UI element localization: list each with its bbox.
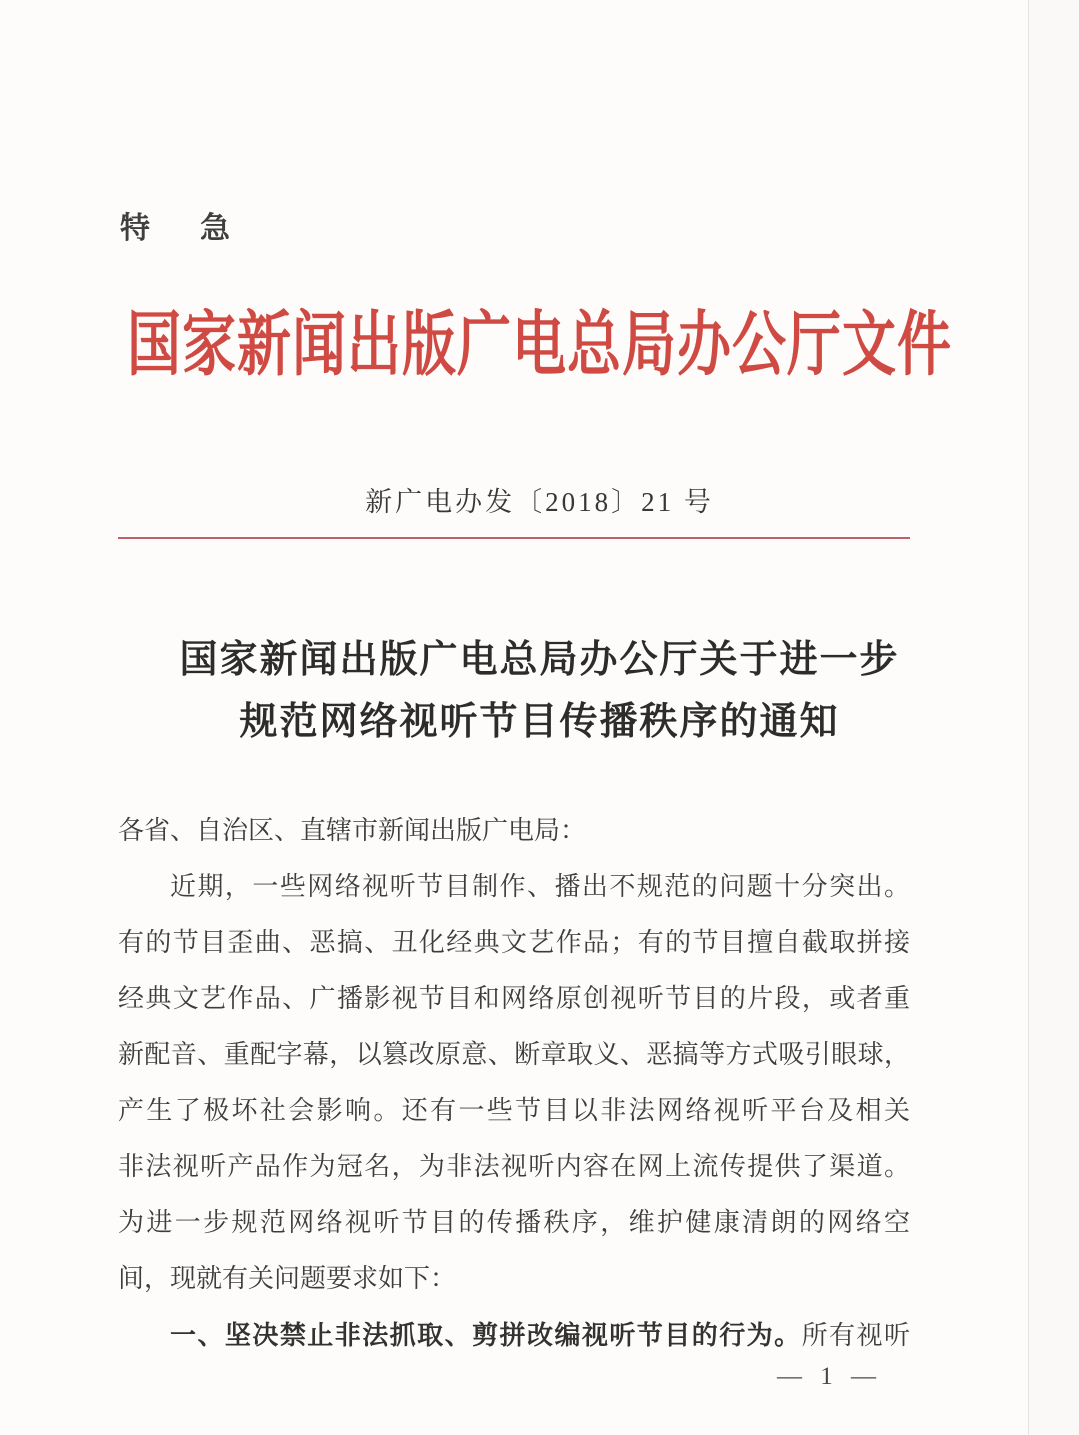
- document-number: 新广电办发〔2018〕21 号: [365, 487, 714, 517]
- notice-title-line-1: 国家新闻出版广电总局办公厅关于进一步: [179, 639, 900, 681]
- body-line-4: 新配音、重配字幕，以篡改原意、断章取义、恶搞等方式吸引眼球，: [118, 1040, 910, 1069]
- notice-title: [0, 629, 1079, 753]
- body-line-1: 近期，一些网络视听节目制作、播出不规范的问题十分突出。: [170, 872, 910, 901]
- red-divider-rule: [118, 537, 910, 539]
- notice-title-line-2: 规范网络视听节目传播秩序的通知: [239, 701, 840, 743]
- item-1-line: [118, 1307, 910, 1364]
- body-line-7: 为进一步规范网络视听节目的传播秩序，维护健康清朗的网络空: [118, 1208, 910, 1237]
- body-line-6: 非法视听产品作为冠名，为非法视听内容在网上流传提供了渠道。: [118, 1152, 910, 1181]
- body-line-5: 产生了极坏社会影响。还有一些节目以非法网络视听平台及相关: [118, 1096, 910, 1125]
- item-1-heading: 一、坚决禁止非法抓取、剪拼改编视听节目的行为。: [170, 1320, 802, 1350]
- urgency-label: 特 急: [120, 212, 240, 245]
- letterhead-title: 国家新闻出版广电总局办公厅文件: [127, 306, 952, 384]
- body-line-2: 有的节目歪曲、恶搞、丑化经典文艺作品；有的节目擅自截取拼接: [118, 928, 910, 957]
- page-number: — 1 —: [777, 1363, 882, 1390]
- item-1-continuation: 所有视听: [801, 1321, 910, 1350]
- document-body: [118, 803, 910, 1364]
- body-line-3: 经典文艺作品、广播影视节目和网络原创视听节目的片段，或者重: [118, 984, 910, 1013]
- salutation-line: 各省、自治区、直辖市新闻出版广电局：: [118, 816, 587, 845]
- body-line-8: 间，现就有关问题要求如下：: [118, 1264, 457, 1293]
